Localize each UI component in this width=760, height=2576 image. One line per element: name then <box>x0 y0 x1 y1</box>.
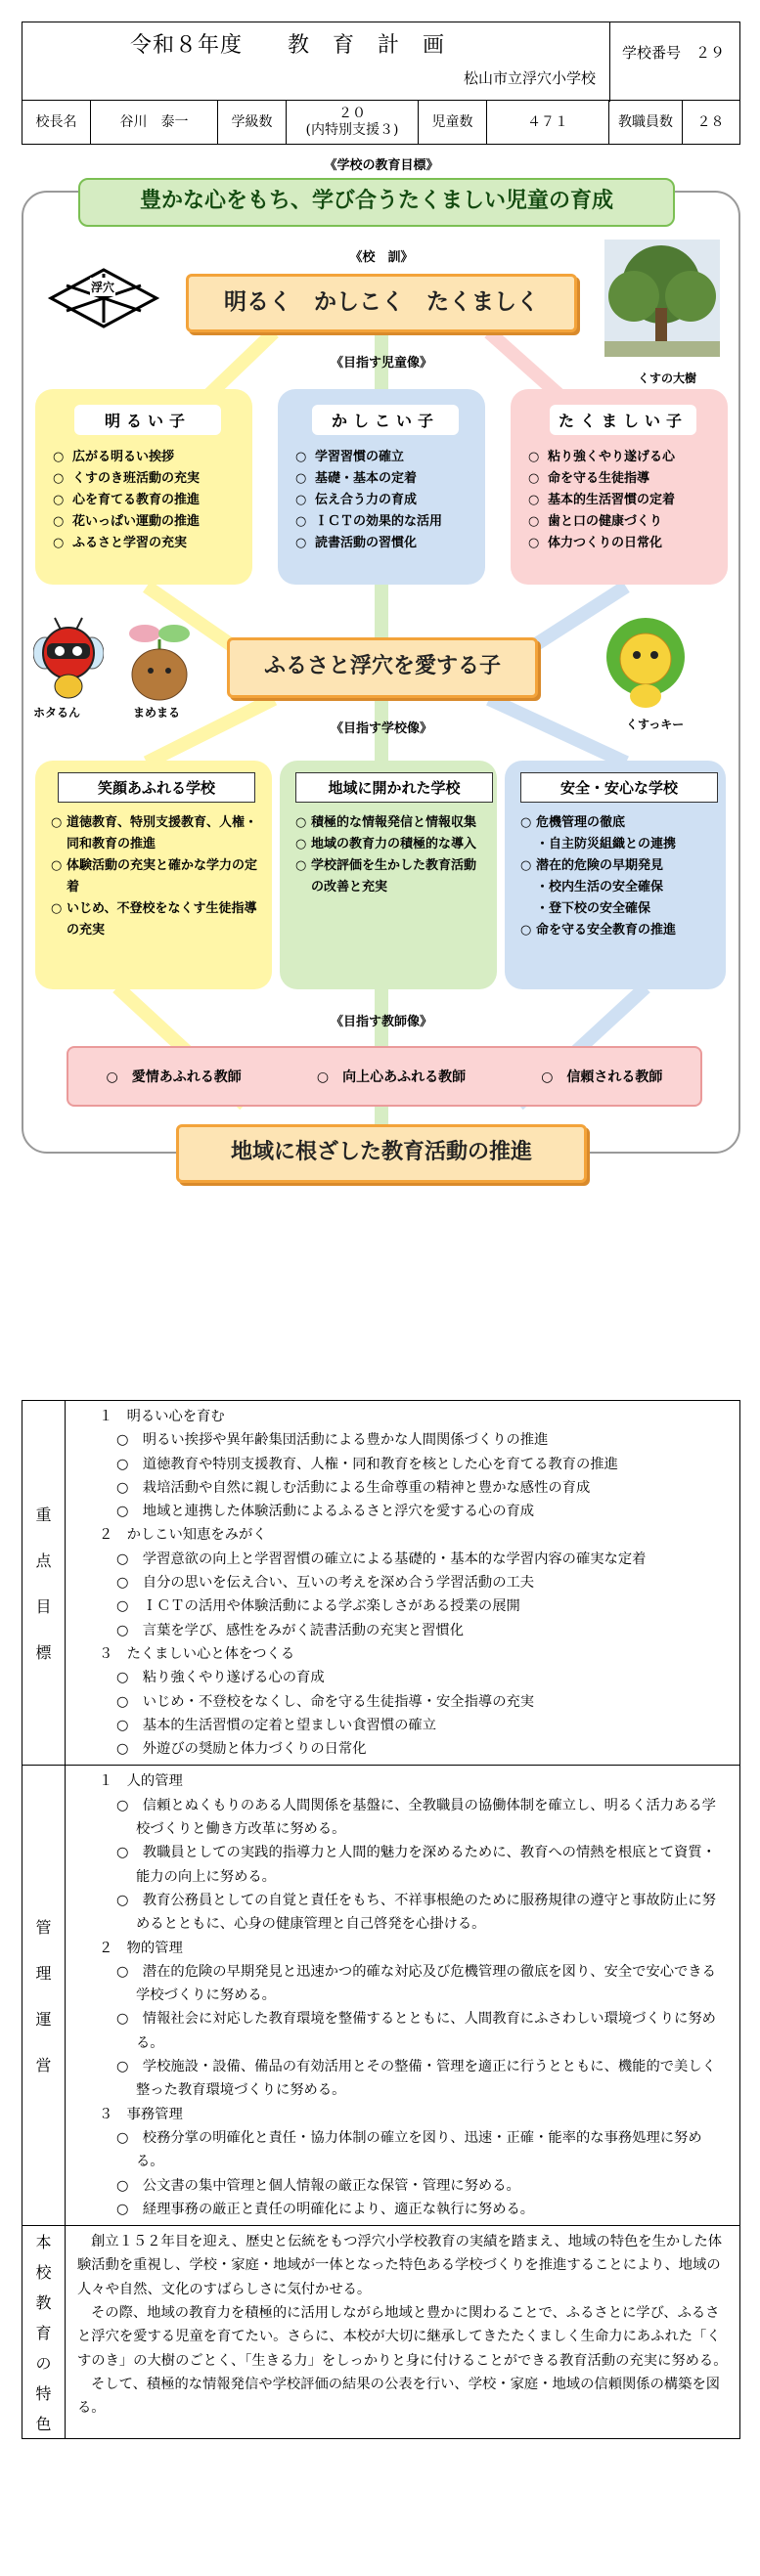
principal-name: 谷川 泰一 <box>91 101 218 144</box>
row-label: 管 理 運 営 <box>22 1766 66 2225</box>
list-item: ○ 学習習慣の確立 <box>295 450 405 464</box>
staff-count-value: ２８ <box>696 113 725 130</box>
list-item: ・登下校の安全確保 <box>536 901 651 916</box>
teacher-ideal-1: ○ 愛情あふれる教師 <box>106 1070 242 1085</box>
priority-goals: １ 明るい心を育む ○ 明るい挨拶や異年齢集団活動による豊かな人間関係づくりの推進 ○ 道徳教育や特別支援教育、人権・同和教育を核とした心を育てる教育の推進 ○ 栽培活動や自然に親しむ活動による生命尊重の精神と豊かな感性の育成 ○ 地域と連携した体験活動によるふるさと浮穴を愛する心の育成 ２ かしこい知恵をみがく ○ 学習意欲の向上と学習習慣の確立による基礎的・基本的な学習内容の確実な定着 ○ 自分の思いを伝え合い、互いの考えを深め合う学習活動の工夫 ○ ＩＣＴの活用や体験活動による学ぶ楽しさがある授業の展開 ○ 言葉を学び、感性をみがく読書活動の充実と習慣化 ３ たくましい心と体をつくる ○ 粘り強くやり遂げる心の育成 ○ いじめ・不登校をなくし、命を守る生徒指導・安全指導の充実 ○ 基本的生活習慣の定着と望ましい食習慣の確立 ○ 外遊びの奨励と体力づくりの日常化 <box>99 1409 647 1758</box>
class-count-label: 学級数 <box>218 101 287 144</box>
teacher-ideal-2: ○ 向上心あふれる教師 <box>316 1070 467 1085</box>
motto-heading: 《校 訓》 <box>349 250 414 265</box>
school-name: 松山市立浮穴小学校 <box>463 69 596 87</box>
wise-child-title: かしこい子 <box>312 405 459 435</box>
child-heading: 《目指す児童像》 <box>330 356 432 371</box>
school-motto: 明るく かしこく たくましく <box>186 274 577 332</box>
safe-school-title: 安全・安心な学校 <box>520 772 718 803</box>
list-item: ○ ＩＣＴの効果的な活用 <box>295 514 443 529</box>
safe-school-box <box>505 761 726 989</box>
kusukki-label: くすっキー <box>626 718 685 731</box>
school-goal: 豊かな心をもち、学び合うたくましい児童の育成 <box>78 178 675 227</box>
emblem-text: 浮穴 <box>90 278 115 296</box>
table-row <box>22 2226 739 2438</box>
bright-child-title: 明るい子 <box>74 405 221 435</box>
mamemaru-label: まめまる <box>133 706 181 720</box>
class-count-value: ２０ (内特別支援３) <box>287 101 419 144</box>
strong-child-box <box>511 389 728 585</box>
list-item: ○ 広がる明るい挨拶 <box>53 450 175 464</box>
bright-child-box <box>35 389 252 585</box>
list-item: ○ 命を守る生徒指導 <box>528 471 650 486</box>
list-item: ○ 伝え合う力の育成 <box>295 493 418 507</box>
list-item: ○ 基本的生活習慣の定着 <box>528 493 676 507</box>
table-row <box>22 1401 739 1766</box>
student-count-label: 児童数 <box>419 101 487 144</box>
hotarun-mascot-icon <box>33 614 104 704</box>
smiling-school-title: 笑顔あふれる学校 <box>58 772 255 803</box>
connector-lines <box>0 0 760 1173</box>
plan-table <box>22 1400 740 2439</box>
tree-label: くすの大樹 <box>638 371 697 385</box>
list-item: ・校内生活の安全確保 <box>536 880 664 895</box>
mamemaru-mascot-icon <box>125 620 194 702</box>
page-title: 令和８年度 教 育 計 画 <box>130 33 446 58</box>
list-item: ○ くすのき班活動の充実 <box>53 471 201 486</box>
list-item: ○ 危機管理の徹底 <box>520 815 626 830</box>
list-item: ○ 積極的な情報発信と情報収集 <box>295 815 477 830</box>
list-item: ○ 命を守る安全教育の推進 <box>520 923 677 938</box>
hotarun-label: ホタるん <box>33 706 81 720</box>
teacher-heading: 《目指す教師像》 <box>330 1015 432 1029</box>
wise-child-box <box>278 389 485 585</box>
kusukki-mascot-icon <box>597 614 694 712</box>
list-item: ○ 道徳教育、特別支援教育、人権・同和教育の推進 <box>51 815 258 851</box>
goal-heading: 《学校の教育目標》 <box>324 158 439 173</box>
community-banner: 地域に根ざした教育活動の推進 <box>176 1124 587 1183</box>
teacher-ideal-3: ○ 信頼される教師 <box>541 1070 663 1085</box>
list-item: ○ 基礎・基本の定着 <box>295 471 418 486</box>
list-item: ○ 花いっぱい運動の推進 <box>53 514 201 529</box>
love-hometown-banner: ふるさと浮穴を愛する子 <box>227 637 538 698</box>
school-code: 学校番号 ２９ <box>609 22 741 102</box>
principal-label: 校長名 <box>22 101 91 144</box>
list-item: ○ 地域の教育力の積極的な導入 <box>295 837 477 851</box>
student-count-value: ４７１ <box>487 101 609 144</box>
school-heading: 《目指す学校像》 <box>330 721 432 736</box>
staff-count-label: 教職員数 <box>609 101 683 144</box>
row-label: 本 校 教 育 の 特 色 <box>22 2226 66 2438</box>
smiling-school-box <box>35 761 272 989</box>
teacher-ideals <box>67 1046 702 1107</box>
strong-child-title: たくましい子 <box>550 405 696 435</box>
school-features: 創立１５２年目を迎え、歴史と伝統をもつ浮穴小学校教育の実績を踏まえ、地域の特色を生かした体験活動を重視し、学校・家庭・地域が一体となった特色ある学校づくりを推進することにより、地域の人々や自然、文化のすばらしさに気付かせる。 その際、地域の教育力を積極的に活用しながら地域と豊かに関わることで、ふるさとに学び、ふるさと浮穴を愛する児童を育てたい。さらに、本校が大切に継承してきたたくましく生命力にあふれた「くすのき」の大樹のごとく、「生きる力」をしっかりと身に付けることができる教育活動の充実に努める。 そして、積極的な情報発信や学校評価の結果の公表を行い、学校・家庭・地域の信頼関係の構築を図る。 <box>77 2234 728 2417</box>
open-school-box <box>280 761 497 989</box>
list-item: ○ 体験活動の充実と確かな学力の定着 <box>51 858 258 895</box>
list-item: ○ 体力つくりの日常化 <box>528 536 663 550</box>
open-school-title: 地域に開かれた学校 <box>295 772 493 803</box>
school-emblem-icon <box>47 266 160 330</box>
row-label: 重 点 目 標 <box>22 1401 66 1765</box>
list-item: ○ 学校評価を生かした教育活動の改善と充実 <box>295 858 477 895</box>
list-item: ○ いじめ、不登校をなくす生徒指導の充実 <box>51 901 257 938</box>
table-row <box>22 1766 739 2226</box>
list-item: ○ 粘り強くやり遂げる心 <box>528 450 676 464</box>
list-item: ・自主防災組織との連携 <box>536 837 677 851</box>
list-item: ○ 心を育てる教育の推進 <box>53 493 201 507</box>
list-item: ○ 潜在的危険の早期発見 <box>520 858 664 873</box>
list-item: ○ 読書活動の習慣化 <box>295 536 418 550</box>
list-item: ○ ふるさと学習の充実 <box>53 536 188 550</box>
camphor-tree-icon <box>604 240 720 357</box>
list-item: ○ 歯と口の健康づくり <box>528 514 663 529</box>
management: １ 人的管理 ○ 信頼とぬくもりのある人間関係を基盤に、全教職員の協働体制を確立し、明るく活力ある学校づくりと働き方改革に努める。 ○ 教職員としての実践的指導力と人間的魅力を深めるために、教育への情熱を根底とて資質・能力の向上に努める。 ○ 教育公務員としての自覚と責任をもち、不祥事根絶のために服務規律の遵守と事故防止に努めるとともに、心身の健康管理と自己啓発を心掛ける。 ２ 物的管理 ○ 潜在的危険の早期発見と迅速かつ的確な対応及び危機管理の徹底を図り、安全で安心できる学校づくりに努める。 ○ 情報社会に対応した教育環境を整備するとともに、人間教育にふさわしい環境づくりに努める。 ○ 学校施設・設備、備品の有効活用とその整備・管理を適正に行うとともに、機能的で美しく整った教育環境づくりに努める。 ３ 事務管理 ○ 校務分掌の明確化と責任・協力体制の確立を図り、迅速・正確・能率的な事務処理に努める。 ○ 公文書の集中管理と個人情報の厳正な保管・管理に努める。 ○ 経理事務の厳正と責任の明確化により、適正な執行に努める。 <box>99 1773 716 2217</box>
